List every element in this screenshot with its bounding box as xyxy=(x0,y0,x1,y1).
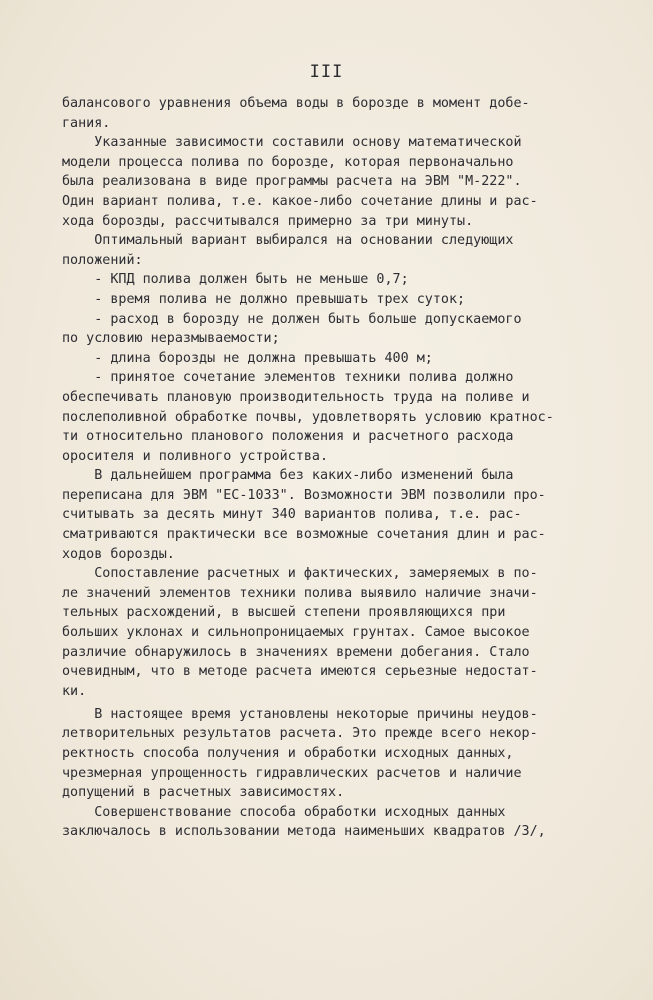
text-line: была реализована в виде программы расчета на ЭВМ "М-222". xyxy=(62,174,522,190)
text-line: В дальнейшем программа без каких-либо изменений была xyxy=(62,468,514,484)
text-line: ректность способа получения и обработки исходных данных, xyxy=(62,745,514,761)
page-number: III xyxy=(309,62,344,82)
text-line: оросителя и поливного устройства. xyxy=(62,448,329,464)
text-line: сматриваются практически все возможные сочетания длин и рас- xyxy=(62,527,546,543)
text-line: Один вариант полива, т.е. какое-либо сочетание длины и рас- xyxy=(62,193,538,209)
text-line: различие обнаружилось в значениях времени добегания. Стало xyxy=(62,644,530,660)
text-line: считывать за десять минут 340 вариантов полива, т.е. рас- xyxy=(62,507,522,523)
text-line: обеспечивать плановую производительность труда на поливе и xyxy=(62,389,530,405)
text-line: ки. xyxy=(62,683,87,699)
text-line: по условию неразмываемости; xyxy=(62,331,280,347)
text-line: ле значений элементов техники полива выявило наличие значи- xyxy=(62,585,538,601)
text-line: балансового уравнения объема воды в борозде в момент добе- xyxy=(62,96,530,111)
text-line: гания. xyxy=(62,115,111,131)
text-line: - КПД полива должен быть не меньше 0,7; xyxy=(62,272,409,288)
text-line: Сопоставление расчетных и фактических, замеряемых в по- xyxy=(62,566,538,582)
text-line: - принятое сочетание элементов техники полива должно xyxy=(62,370,514,386)
text-line: Указанные зависимости составили основу математической xyxy=(62,135,522,151)
text-line: тельных расхождений, в высшей степени проявляющихся при xyxy=(62,605,506,621)
text-line: чрезмерная упрощенность гидравлических расчетов и наличие xyxy=(62,765,522,781)
text-line: заключалось в использовании метода наименьших квадратов /3/, xyxy=(62,824,546,840)
text-line: - расход в борозду не должен быть больше допускаемого xyxy=(62,311,522,327)
text-line: - длина борозды не должна превышать 400 м; xyxy=(62,350,433,366)
text-line: - время полива не должно превышать трех суток; xyxy=(62,291,466,307)
text-line: ти относительно планового положения и расчетного расхода xyxy=(62,429,514,445)
text-line: положений: xyxy=(62,252,143,268)
text-line: очевидным, что в методе расчета имеются серьезные недостат- xyxy=(62,664,538,680)
text-line: Оптимальный вариант выбирался на основании следующих xyxy=(62,233,514,249)
text-line: больших уклонах и сильнопроницаемых грунтах. Самое высокое xyxy=(62,625,530,641)
body-text xyxy=(62,94,602,842)
text-line: хода борозды, рассчитывался примерно за три минуты. xyxy=(62,213,474,229)
text-line: послеполивной обработке почвы, удовлетворять условию кратнос- xyxy=(62,409,554,425)
text-line: допущений в расчетных зависимостях. xyxy=(62,785,345,801)
text-line: В настоящее время установлены некоторые причины неудов- xyxy=(62,706,538,722)
text-line: модели процесса полива по борозде, которая первоначально xyxy=(62,154,514,170)
text-line: ходов борозды. xyxy=(62,546,175,562)
text-line: переписана для ЭВМ "ЕС-1033". Возможности ЭВМ позволили про- xyxy=(62,487,546,503)
text-line: Совершенствование способа обработки исходных данных xyxy=(62,804,506,820)
text-line: летворительных результатов расчета. Это прежде всего некор- xyxy=(62,726,538,742)
